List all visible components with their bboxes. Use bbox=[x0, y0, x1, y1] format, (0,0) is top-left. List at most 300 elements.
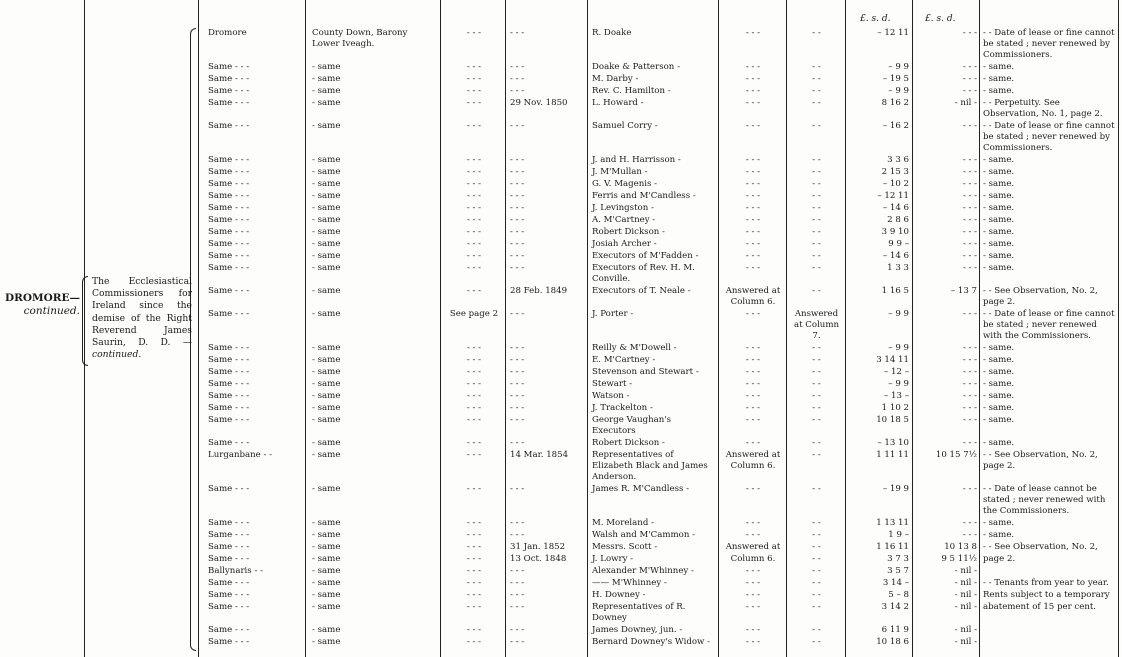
cell-remarks: - same. bbox=[983, 239, 1015, 249]
cell-date: - - - bbox=[510, 343, 525, 353]
cell-c7: - - bbox=[812, 554, 821, 564]
cell-tenant: Samuel Corry - bbox=[592, 121, 658, 131]
cell-remarks: - same. bbox=[983, 355, 1015, 365]
cell-tenant: Alexander M'Whinney - bbox=[592, 566, 694, 576]
cell-rent2: - - - bbox=[962, 121, 977, 131]
cell-denomination: Same - - - bbox=[208, 251, 250, 261]
cell-denomination: Same - - - bbox=[208, 155, 250, 165]
cell-rent: – 10 2 bbox=[882, 179, 909, 189]
cell-c7: Answered at Column 7. bbox=[793, 309, 840, 341]
cell-rent: – 14 6 bbox=[882, 203, 909, 213]
cell-c6: - - - bbox=[745, 98, 761, 108]
cell-rent2: - - - bbox=[962, 379, 977, 389]
cell-c7: - - bbox=[812, 98, 821, 108]
cell-tenant: M. Moreland - bbox=[592, 518, 654, 528]
cell-denomination: Same - - - bbox=[208, 578, 250, 588]
shillings-label: s. bbox=[936, 14, 944, 24]
cell-rent: 3 3 6 bbox=[887, 155, 909, 165]
cell-denomination: Same - - - bbox=[208, 343, 250, 353]
cell-date: - - - bbox=[510, 251, 525, 261]
cell-rent2: - - - bbox=[962, 518, 977, 528]
cell-rent2: - - - bbox=[962, 438, 977, 448]
cell-date: 14 Mar. 1854 bbox=[510, 450, 569, 460]
cell-rent: 1 16 11 bbox=[876, 542, 909, 552]
cell-tenant: Josiah Archer - bbox=[592, 239, 657, 249]
cell-c6: - - - bbox=[745, 530, 761, 540]
rent2-header bbox=[925, 14, 955, 24]
cell-rent: – 12 11 bbox=[877, 28, 909, 38]
cell-denomination: Same - - - bbox=[208, 367, 250, 377]
cell-rent: – 12 – bbox=[884, 367, 909, 377]
shillings-label: s. bbox=[871, 14, 879, 24]
cell-c3: - - - bbox=[466, 590, 482, 600]
cell-location: - same bbox=[312, 403, 341, 413]
cell-remarks: - - Date of lease or fine cannot be stated ; never renewed by Commissioners. bbox=[983, 121, 1115, 153]
cell-denomination: Same - - - bbox=[208, 286, 250, 296]
cell-rent2: - nil - bbox=[954, 625, 977, 635]
cell-remarks: - same. bbox=[983, 215, 1015, 225]
cell-remarks: - same. bbox=[983, 415, 1015, 425]
column-rule bbox=[305, 0, 306, 657]
cell-c7: - - bbox=[812, 415, 821, 425]
cell-c7: - - bbox=[812, 625, 821, 635]
cell-rent: – 9 9 bbox=[888, 379, 909, 389]
cell-tenant: George Vaughan's Executors bbox=[592, 415, 672, 436]
cell-rent2: - - - bbox=[962, 215, 977, 225]
cell-c3: - - - bbox=[466, 74, 482, 84]
cell-denomination: Same - - - bbox=[208, 309, 250, 319]
cell-c7: - - bbox=[812, 191, 821, 201]
cell-rent2: - - - bbox=[962, 251, 977, 261]
cell-date: - - - bbox=[510, 215, 525, 225]
cell-remarks: - same. bbox=[983, 263, 1015, 273]
cell-c3: - - - bbox=[466, 450, 482, 460]
cell-rent: – 9 9 bbox=[888, 86, 909, 96]
cell-date: - - - bbox=[510, 86, 525, 96]
cell-denomination: Dromore bbox=[208, 28, 247, 38]
cell-c7: - - bbox=[812, 215, 821, 225]
cell-rent2: - - - bbox=[962, 530, 977, 540]
cell-location: - same bbox=[312, 227, 341, 237]
cell-rent: 2 8 6 bbox=[887, 215, 909, 225]
cell-denomination: Same - - - bbox=[208, 203, 250, 213]
cell-c6: - - - bbox=[745, 121, 761, 131]
cell-date: - - - bbox=[510, 355, 525, 365]
cell-denomination: Same - - - bbox=[208, 62, 250, 72]
cell-rent2: - - - bbox=[962, 167, 977, 177]
cell-rent: 3 14 – bbox=[882, 578, 909, 588]
cell-rent2: - - - bbox=[962, 155, 977, 165]
cell-location: - same bbox=[312, 450, 341, 460]
cell-rent: – 12 11 bbox=[877, 191, 909, 201]
cell-denomination: Same - - - bbox=[208, 215, 250, 225]
cell-c6: - - - bbox=[745, 191, 761, 201]
cell-rent2: - - - bbox=[962, 263, 977, 273]
cell-date: 29 Nov. 1850 bbox=[510, 98, 568, 108]
cell-remarks: - same. bbox=[983, 167, 1015, 177]
cell-remarks: - same. bbox=[983, 403, 1015, 413]
column-rule bbox=[845, 0, 846, 657]
cell-date: - - - bbox=[510, 518, 525, 528]
cell-location: - same bbox=[312, 415, 341, 425]
cell-location: - same bbox=[312, 542, 341, 552]
cell-c6: - - - bbox=[745, 590, 761, 600]
cell-remarks: - same. bbox=[983, 379, 1015, 389]
cell-remarks: - - Date of lease or fine cannot be stated ; never renewed with the Commissioners. bbox=[983, 309, 1115, 341]
cell-location: - same bbox=[312, 355, 341, 365]
cell-date: - - - bbox=[510, 625, 525, 635]
cell-c7: - - bbox=[812, 203, 821, 213]
cell-date: - - - bbox=[510, 602, 525, 612]
cell-denomination: Same - - - bbox=[208, 530, 250, 540]
cell-tenant: Executors of Rev. H. M. Conville. bbox=[592, 263, 695, 284]
cell-c6: - - - bbox=[745, 637, 761, 647]
cell-c6: - - - bbox=[745, 28, 761, 38]
cell-denomination: Same - - - bbox=[208, 554, 250, 564]
cell-rent2: - nil - bbox=[954, 590, 977, 600]
cell-remarks: - same. bbox=[983, 203, 1015, 213]
cell-date: - - - bbox=[510, 167, 525, 177]
cell-c3: - - - bbox=[466, 286, 482, 296]
cell-denomination: Same - - - bbox=[208, 625, 250, 635]
owner-degree: D. D. bbox=[138, 337, 171, 349]
cell-c7: - - bbox=[812, 343, 821, 353]
cell-remarks: - - See Observation, No. 2, page 2. bbox=[983, 286, 1098, 307]
cell-rent: 3 14 11 bbox=[876, 355, 909, 365]
cell-c3: See page 2 bbox=[449, 309, 499, 319]
cell-c6: - - - bbox=[745, 355, 761, 365]
cell-tenant: J. Porter - bbox=[592, 309, 634, 319]
cell-c3: - - - bbox=[466, 191, 482, 201]
cell-c7: - - bbox=[812, 227, 821, 237]
cell-c6: - - - bbox=[745, 438, 761, 448]
cell-rent2: - nil - bbox=[954, 578, 977, 588]
cell-c3: - - - bbox=[466, 62, 482, 72]
cell-c6: - - - bbox=[745, 518, 761, 528]
pounds-label: £. bbox=[860, 14, 869, 24]
cell-c3: - - - bbox=[466, 86, 482, 96]
cell-tenant: J. and H. Harrisson - bbox=[592, 155, 681, 165]
cell-remarks: - - Perpetuity. See Observation, No. 1, page 2. bbox=[983, 98, 1103, 119]
cell-date: - - - bbox=[510, 379, 525, 389]
cell-remarks: - same. bbox=[983, 518, 1015, 528]
cell-denomination: Same - - - bbox=[208, 98, 250, 108]
cell-rent2: - - - bbox=[962, 227, 977, 237]
cell-remarks: - same. bbox=[983, 367, 1015, 377]
cell-location: - same bbox=[312, 602, 341, 612]
cell-rent: 2 15 3 bbox=[881, 167, 909, 177]
cell-remarks: - same. bbox=[983, 62, 1015, 72]
cell-c6: - - - bbox=[745, 415, 761, 425]
cell-tenant: R. Doake bbox=[592, 28, 632, 38]
cell-tenant: J. M'Mullan - bbox=[592, 167, 648, 177]
cell-c3: - - - bbox=[466, 155, 482, 165]
cell-rent2: - - - bbox=[962, 403, 977, 413]
cell-tenant: Executors of M'Fadden - bbox=[592, 251, 699, 261]
cell-location: - same bbox=[312, 121, 341, 131]
cell-c7: - - bbox=[812, 566, 821, 576]
cell-location: - same bbox=[312, 343, 341, 353]
cell-date: - - - bbox=[510, 155, 525, 165]
cell-rent2: - - - bbox=[962, 86, 977, 96]
cell-c6: - - - bbox=[745, 74, 761, 84]
cell-tenant: Representatives of R. Downey bbox=[592, 602, 686, 623]
pence-label: d. bbox=[946, 14, 956, 24]
cell-c6: Answered at Column 6. bbox=[725, 286, 781, 307]
cell-c7: - - bbox=[812, 121, 821, 131]
cell-c3: - - - bbox=[466, 530, 482, 540]
cell-c3: - - - bbox=[466, 415, 482, 425]
cell-c3: - - - bbox=[466, 379, 482, 389]
cell-c3: - - - bbox=[466, 367, 482, 377]
cell-location: - same bbox=[312, 286, 341, 296]
cell-rent: 8 16 2 bbox=[881, 98, 909, 108]
cell-c7: - - bbox=[812, 167, 821, 177]
cell-c7: - - bbox=[812, 590, 821, 600]
cell-date: - - - bbox=[510, 121, 525, 131]
cell-c3: - - - bbox=[466, 566, 482, 576]
cell-rent: 3 14 2 bbox=[881, 602, 909, 612]
cell-tenant: M. Darby - bbox=[592, 74, 639, 84]
cell-location: - same bbox=[312, 167, 341, 177]
cell-c6: - - - bbox=[745, 343, 761, 353]
cell-c3: - - - bbox=[466, 179, 482, 189]
cell-c6: - - - bbox=[745, 179, 761, 189]
cell-rent: 1 13 11 bbox=[876, 518, 909, 528]
cell-date: - - - bbox=[510, 530, 525, 540]
cell-c3: - - - bbox=[466, 121, 482, 131]
cell-c7: - - bbox=[812, 438, 821, 448]
cell-date: - - - bbox=[510, 415, 525, 425]
pounds-label: £. bbox=[925, 14, 934, 24]
column-rule bbox=[979, 0, 980, 657]
cell-c7: - - bbox=[812, 484, 821, 494]
cell-rent2: - - - bbox=[962, 74, 977, 84]
diocese-brace bbox=[82, 276, 88, 366]
cell-c7: - - bbox=[812, 86, 821, 96]
cell-denomination: Same - - - bbox=[208, 121, 250, 131]
cell-tenant: J. Lowry - bbox=[592, 554, 634, 564]
cell-rent: 10 18 6 bbox=[876, 637, 909, 647]
cell-c3: - - - bbox=[466, 391, 482, 401]
cell-location: - same bbox=[312, 530, 341, 540]
cell-location: - same bbox=[312, 391, 341, 401]
cell-location: - same bbox=[312, 215, 341, 225]
cell-date: - - - bbox=[510, 391, 525, 401]
cell-c6: - - - bbox=[745, 379, 761, 389]
cell-location: - same bbox=[312, 203, 341, 213]
cell-rent2: - - - bbox=[962, 391, 977, 401]
cell-denomination: Same - - - bbox=[208, 179, 250, 189]
cell-rent2: - nil - bbox=[954, 602, 977, 612]
cell-remarks: - same. bbox=[983, 179, 1015, 189]
cell-denomination: Same - - - bbox=[208, 355, 250, 365]
cell-location: - same bbox=[312, 518, 341, 528]
cell-denomination: Same - - - bbox=[208, 602, 250, 612]
cell-remarks: - same. bbox=[983, 343, 1015, 353]
cell-denomination: Same - - - bbox=[208, 263, 250, 273]
cell-rent: – 16 2 bbox=[882, 121, 909, 131]
cell-c3: - - - bbox=[466, 602, 482, 612]
cell-tenant: Stevenson and Stewart - bbox=[592, 367, 699, 377]
cell-remarks: abatement of 15 per cent. bbox=[983, 602, 1097, 612]
cell-remarks: - same. bbox=[983, 438, 1015, 448]
cell-remarks: - same. bbox=[983, 251, 1015, 261]
cell-tenant: Reilly & M'Dowell - bbox=[592, 343, 677, 353]
cell-c6: - - - bbox=[745, 167, 761, 177]
cell-c3: - - - bbox=[466, 518, 482, 528]
cell-c6: - - - bbox=[745, 215, 761, 225]
cell-c6: - - - bbox=[745, 403, 761, 413]
cell-tenant: Representatives of Elizabeth Black and James Anderson. bbox=[592, 450, 708, 482]
cell-date: - - - bbox=[510, 590, 525, 600]
cell-remarks: - - See Observation, No. 2, page 2. bbox=[983, 450, 1098, 471]
cell-c7: - - bbox=[812, 263, 821, 273]
cell-rent2: – 13 7 bbox=[950, 286, 977, 296]
cell-date: - - - bbox=[510, 484, 525, 494]
cell-rent2: 9 5 11½ bbox=[941, 554, 977, 564]
cell-c3: - - - bbox=[466, 239, 482, 249]
cell-c7: - - bbox=[812, 62, 821, 72]
cell-c7: - - bbox=[812, 28, 821, 38]
cell-tenant: Stewart - bbox=[592, 379, 633, 389]
cell-tenant: Robert Dickson - bbox=[592, 438, 665, 448]
cell-tenant: Watson - bbox=[592, 391, 630, 401]
cell-c6: - - - bbox=[745, 367, 761, 377]
cell-date: - - - bbox=[510, 239, 525, 249]
cell-location: County Down, Barony Lower Iveagh. bbox=[312, 28, 408, 49]
cell-rent: – 19 5 bbox=[882, 74, 909, 84]
cell-remarks: Rents subject to a temporary bbox=[983, 590, 1110, 600]
cell-c7: - - bbox=[812, 155, 821, 165]
cell-c3: - - - bbox=[466, 355, 482, 365]
cell-tenant: James Downey, jun. - bbox=[592, 625, 683, 635]
cell-denomination: Same - - - bbox=[208, 637, 250, 647]
cell-location: - same bbox=[312, 98, 341, 108]
cell-c7: - - bbox=[812, 367, 821, 377]
cell-location: - same bbox=[312, 637, 341, 647]
cell-rent: 9 9 – bbox=[888, 239, 909, 249]
cell-rent: 10 18 5 bbox=[876, 415, 909, 425]
cell-c3: - - - bbox=[466, 403, 482, 413]
cell-date: - - - bbox=[510, 227, 525, 237]
cell-c7: - - bbox=[812, 179, 821, 189]
cell-date: - - - bbox=[510, 62, 525, 72]
cell-location: - same bbox=[312, 86, 341, 96]
cell-rent2: - - - bbox=[962, 239, 977, 249]
cell-c6: - - - bbox=[745, 203, 761, 213]
cell-c6: Column 6. bbox=[730, 554, 776, 564]
cell-c7: - - bbox=[812, 391, 821, 401]
cell-tenant: Walsh and M'Cammon - bbox=[592, 530, 696, 540]
cell-tenant: Executors of T. Neale - bbox=[592, 286, 691, 296]
cell-c6: - - - bbox=[745, 239, 761, 249]
column-rule bbox=[912, 0, 913, 657]
owner-text: The Ecclesiastical Commissioners for Ireland since the demise of the Right Reverend James Saurin, bbox=[92, 276, 192, 349]
cell-c6: Answered at bbox=[725, 542, 781, 552]
cell-c3: - - - bbox=[466, 625, 482, 635]
cell-location: - same bbox=[312, 625, 341, 635]
cell-tenant: Bernard Downey's Widow - bbox=[592, 637, 711, 647]
cell-rent: 1 3 3 bbox=[887, 263, 909, 273]
cell-denomination: Same - - - bbox=[208, 227, 250, 237]
cell-remarks: - - See Observation, No. 2, bbox=[983, 542, 1098, 552]
cell-c3: - - - bbox=[466, 98, 482, 108]
cell-c7: - - bbox=[812, 518, 821, 528]
column-rule bbox=[440, 0, 441, 657]
cell-rent2: - - - bbox=[962, 191, 977, 201]
cell-denomination: Same - - - bbox=[208, 191, 250, 201]
cell-rent2: - nil - bbox=[954, 637, 977, 647]
cell-tenant: Doake & Patterson - bbox=[592, 62, 680, 72]
column-rule bbox=[1118, 0, 1119, 657]
cell-location: - same bbox=[312, 155, 341, 165]
cell-rent: – 13 10 bbox=[877, 438, 909, 448]
cell-c6: - - - bbox=[745, 625, 761, 635]
cell-c3: - - - bbox=[466, 167, 482, 177]
cell-date: - - - bbox=[510, 74, 525, 84]
cell-c7: - - bbox=[812, 379, 821, 389]
cell-rent2: - nil - bbox=[954, 566, 977, 576]
cell-remarks: - same. bbox=[983, 530, 1015, 540]
diocese-name: DROMORE— bbox=[5, 292, 80, 304]
cell-c7: - - bbox=[812, 602, 821, 612]
cell-c3: - - - bbox=[466, 28, 482, 38]
cell-rent2: - - - bbox=[962, 343, 977, 353]
column-rule bbox=[198, 0, 199, 657]
cell-location: - same bbox=[312, 566, 341, 576]
cell-rent2: - nil - bbox=[954, 98, 977, 108]
cell-remarks: page 2. bbox=[983, 554, 1016, 564]
cell-rent2: - - - bbox=[962, 203, 977, 213]
cell-c3: - - - bbox=[466, 484, 482, 494]
cell-rent2: - - - bbox=[962, 484, 977, 494]
cell-rent2: - - - bbox=[962, 62, 977, 72]
cell-tenant: E. M'Cartney - bbox=[592, 355, 656, 365]
cell-location: - same bbox=[312, 263, 341, 273]
cell-c6: - - - bbox=[745, 309, 761, 319]
cell-rent: – 9 9 bbox=[888, 309, 909, 319]
cell-location: - same bbox=[312, 379, 341, 389]
cell-c3: - - - bbox=[466, 578, 482, 588]
cell-denomination: Same - - - bbox=[208, 542, 250, 552]
cell-c6: - - - bbox=[745, 86, 761, 96]
cell-c6: - - - bbox=[745, 602, 761, 612]
cell-remarks: - same. bbox=[983, 155, 1015, 165]
cell-location: - same bbox=[312, 191, 341, 201]
cell-rent2: 10 13 8 bbox=[944, 542, 977, 552]
cell-date: - - - bbox=[510, 637, 525, 647]
cell-tenant: Robert Dickson - bbox=[592, 227, 665, 237]
cell-date: 28 Feb. 1849 bbox=[510, 286, 568, 296]
cell-location: - same bbox=[312, 484, 341, 494]
cell-c3: - - - bbox=[466, 554, 482, 564]
cell-denomination: Same - - - bbox=[208, 86, 250, 96]
cell-c7: - - bbox=[812, 286, 821, 296]
cell-remarks: - same. bbox=[983, 227, 1015, 237]
cell-denomination: Same - - - bbox=[208, 484, 250, 494]
cell-remarks: - same. bbox=[983, 191, 1015, 201]
cell-date: 13 Oct. 1848 bbox=[510, 554, 567, 564]
cell-rent: 5 – 8 bbox=[888, 590, 909, 600]
cell-location: - same bbox=[312, 309, 341, 319]
cell-tenant: —— M'Whinney - bbox=[592, 578, 667, 588]
cell-rent2: - - - bbox=[962, 367, 977, 377]
cell-tenant: J. Levingston - bbox=[592, 203, 654, 213]
cell-date: - - - bbox=[510, 367, 525, 377]
cell-c3: - - - bbox=[466, 263, 482, 273]
cell-rent: – 14 6 bbox=[882, 251, 909, 261]
